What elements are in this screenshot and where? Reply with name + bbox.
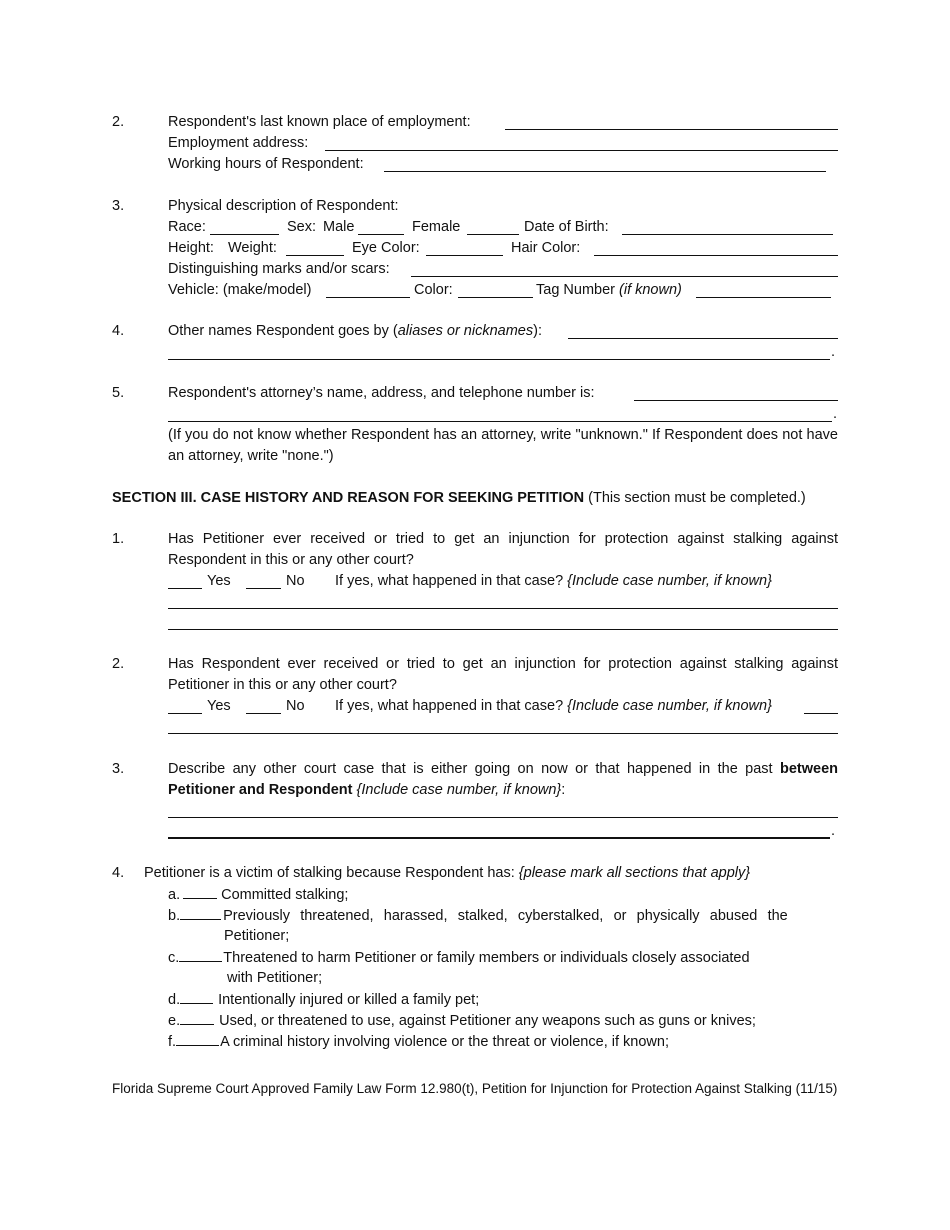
male-field[interactable] xyxy=(358,234,404,235)
marks-field[interactable] xyxy=(411,276,838,277)
female-field[interactable] xyxy=(467,234,519,235)
other-names-label: Other names Respondent goes by (aliases or nicknames): xyxy=(168,323,542,339)
item-3-number: 3. xyxy=(112,198,125,214)
hair-color-field[interactable] xyxy=(594,255,838,256)
q3-answer-line-1[interactable] xyxy=(168,817,838,818)
q4-item-c-text: Threatened to harm Petitioner or family members or individuals closely associated xyxy=(223,950,750,966)
eye-color-label: Eye Color: xyxy=(352,240,420,256)
q2-number: 2. xyxy=(112,656,125,672)
attorney-period: . xyxy=(833,406,838,422)
q3-period: . xyxy=(831,823,836,839)
q4-item-d-check[interactable] xyxy=(180,989,213,1004)
employment-label: Respondent's last known place of employment: xyxy=(168,114,471,130)
male-label: Male xyxy=(323,219,355,235)
q4-item-a-check[interactable] xyxy=(183,884,217,899)
q4-item-d xyxy=(168,989,479,1011)
q1-yes-label: Yes xyxy=(207,573,231,589)
q1-no-label: No xyxy=(286,573,305,589)
q4-item-e xyxy=(168,1010,756,1032)
q1-text: Has Petitioner ever received or tried to get an injunction for protection against stalking against Respondent in this or any other court? xyxy=(168,531,838,568)
q1-yes-field[interactable] xyxy=(168,588,202,589)
working-hours-field[interactable] xyxy=(384,171,826,172)
q3-text: Describe any other court case that is either going on now or that happened in the past between Petitioner and Respondent {Include case number, if known}: xyxy=(168,761,838,798)
q2-no-label: No xyxy=(286,698,305,714)
q2-ifyes: If yes, what happened in that case? {Include case number, if known} xyxy=(335,698,772,714)
sex-label: Sex: xyxy=(287,219,317,235)
q2-no-field[interactable] xyxy=(246,713,281,714)
q2-yes-label: Yes xyxy=(207,698,231,714)
race-label: Race: xyxy=(168,219,206,235)
form-footer: Florida Supreme Court Approved Family Law Form 12.980(t), Petition for Injunction for Protection Against Stalking (11/15) xyxy=(112,1081,838,1096)
q4-item-c-cont: with Petitioner; xyxy=(227,970,323,986)
q2-text: Has Respondent ever received or tried to get an injunction for protection against stalking against Petitioner in this or any other court? xyxy=(168,656,838,693)
eye-color-field[interactable] xyxy=(426,255,503,256)
item-5-number: 5. xyxy=(112,385,125,401)
q4-item-b-letter: b. xyxy=(168,908,181,924)
attorney-note: (If you do not know whether Respondent has an attorney, write "unknown." If Respondent does not have an attorney, write "none.") xyxy=(168,427,838,464)
weight-label: Weight: xyxy=(228,240,277,256)
q4-item-d-letter: d. xyxy=(168,992,181,1008)
q2-answer-line-1[interactable] xyxy=(168,733,838,734)
physical-description-heading: Physical description of Respondent: xyxy=(168,198,399,214)
vehicle-color-label: Color: xyxy=(414,282,453,298)
other-names-field[interactable] xyxy=(568,338,838,339)
q4-item-e-letter: e. xyxy=(168,1013,181,1029)
dob-label: Date of Birth: xyxy=(524,219,609,235)
q4-text: Petitioner is a victim of stalking because Respondent has: {please mark all sections that apply} xyxy=(144,865,751,881)
q4-item-b-cont: Petitioner; xyxy=(224,928,290,944)
q4-item-b xyxy=(168,905,838,927)
q1-no-field[interactable] xyxy=(246,588,281,589)
employment-address-field[interactable] xyxy=(325,150,838,151)
q4-number: 4. xyxy=(112,865,125,881)
q4-item-e-text: Used, or threatened to use, against Petitioner any weapons such as guns or knives; xyxy=(219,1013,756,1029)
q3-answer-line-2[interactable] xyxy=(168,837,830,839)
q4-item-d-text: Intentionally injured or killed a family pet; xyxy=(218,992,480,1008)
q4-item-e-check[interactable] xyxy=(180,1010,214,1025)
q2-ifyes-field[interactable] xyxy=(804,713,838,714)
section-3-heading: SECTION III. CASE HISTORY AND REASON FOR SEEKING PETITION (This section must be completed.) xyxy=(112,490,806,506)
q4-item-a xyxy=(168,884,348,906)
female-label: Female xyxy=(412,219,461,235)
height-label: Height: xyxy=(168,240,214,256)
weight-field[interactable] xyxy=(286,255,344,256)
q4-item-f-check[interactable] xyxy=(176,1031,219,1046)
q1-number: 1. xyxy=(112,531,125,547)
vehicle-color-field[interactable] xyxy=(458,297,533,298)
q4-item-f-text: A criminal history involving violence or the threat or violence, if known; xyxy=(220,1034,669,1050)
item-2-number: 2. xyxy=(112,114,125,130)
other-names-period: . xyxy=(831,344,836,360)
hair-color-label: Hair Color: xyxy=(511,240,581,256)
q1-ifyes: If yes, what happened in that case? {Include case number, if known} xyxy=(335,573,772,589)
q4-item-f-letter: f. xyxy=(168,1034,177,1050)
q4-item-c xyxy=(168,947,750,969)
q1-answer-line-1[interactable] xyxy=(168,608,838,609)
marks-label: Distinguishing marks and/or scars: xyxy=(168,261,390,277)
dob-field[interactable] xyxy=(622,234,833,235)
q4-item-b-check[interactable] xyxy=(180,905,221,920)
other-names-field-2[interactable] xyxy=(168,359,830,360)
q4-item-a-letter: a. xyxy=(168,887,181,903)
employment-address-label: Employment address: xyxy=(168,135,309,151)
vehicle-field[interactable] xyxy=(326,297,410,298)
item-4-number: 4. xyxy=(112,323,125,339)
tag-field[interactable] xyxy=(696,297,831,298)
q4-item-a-text: Committed stalking; xyxy=(221,887,349,903)
q1-answer-line-2[interactable] xyxy=(168,629,838,630)
attorney-label: Respondent's attorney’s name, address, and telephone number is: xyxy=(168,385,595,401)
q4-item-b-text: Previously threatened, harassed, stalked, cyberstalked, or physically abused the xyxy=(223,908,788,924)
working-hours-label: Working hours of Respondent: xyxy=(168,156,364,172)
tag-label: Tag Number (if known) xyxy=(536,282,682,298)
attorney-field-2[interactable] xyxy=(168,421,832,422)
q3-number: 3. xyxy=(112,761,125,777)
employment-field[interactable] xyxy=(505,129,838,130)
q4-item-f xyxy=(168,1031,669,1053)
q2-yes-field[interactable] xyxy=(168,713,202,714)
race-field[interactable] xyxy=(210,234,279,235)
q4-item-c-letter: c. xyxy=(168,950,180,966)
q4-item-c-check[interactable] xyxy=(179,947,222,962)
attorney-field[interactable] xyxy=(634,400,838,401)
vehicle-label: Vehicle: (make/model) xyxy=(168,282,312,298)
